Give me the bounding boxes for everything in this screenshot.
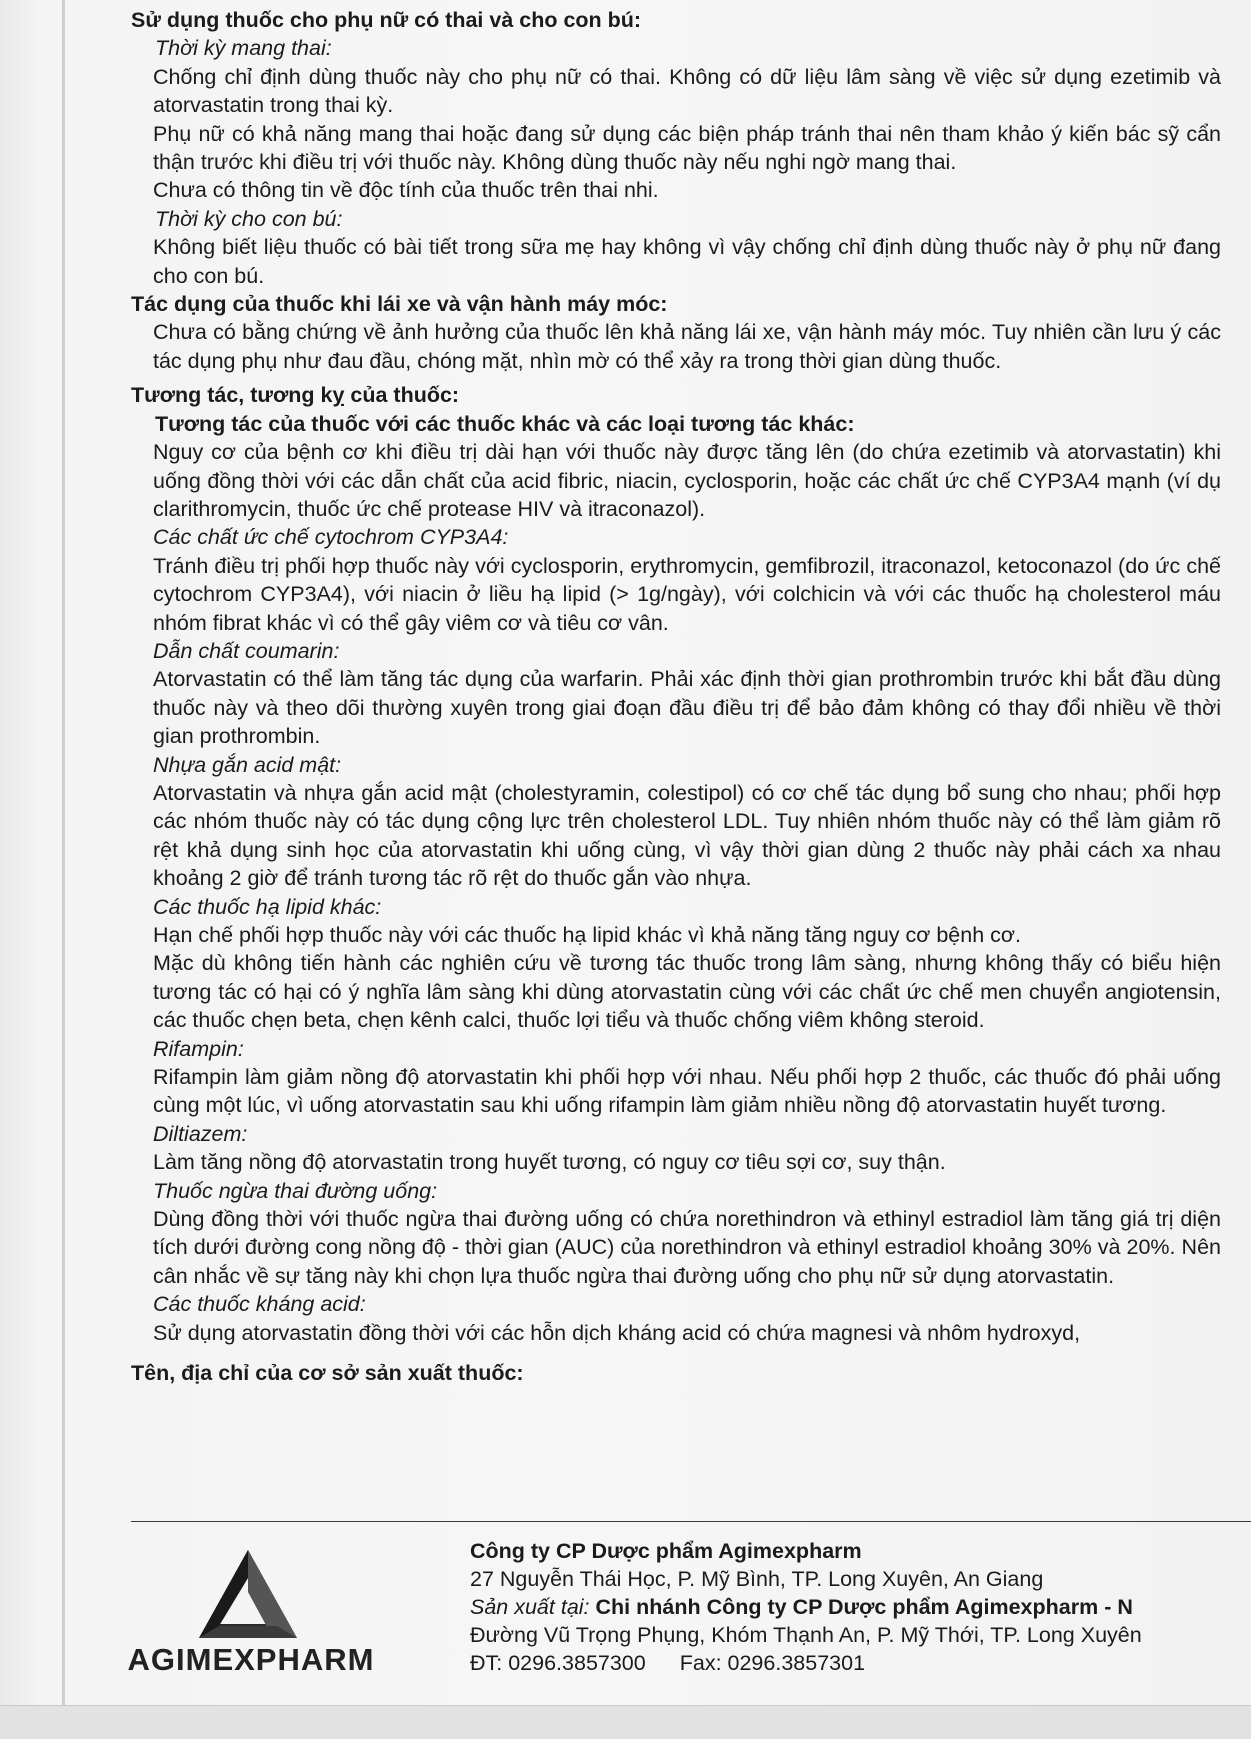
manufacturer-divider — [131, 1521, 1251, 1522]
antacid-label: Các thuốc kháng acid: — [153, 1292, 366, 1317]
cyp-label: Các chất ức chế cytochrom CYP3A4: — [153, 525, 509, 550]
contact-line — [470, 1649, 1251, 1677]
interactions-intro: Nguy cơ của bệnh cơ khi điều trị dài hạn với thuốc này được tăng lên (do chứa ezetimib và atorvastatin) khi uống đồng thời với các dẫn chất của acid fibric, niacin, cyclosporin, hoặc các chất ức chế CYP3A4 mạnh (ví dụ clarithromycin, thuốc ức chế protease HIV và itraconazol). — [153, 440, 1221, 521]
driving-heading: Tác dụng của thuốc khi lái xe và vận hành máy móc: — [131, 292, 668, 317]
leaflet-text — [131, 6, 1221, 1388]
logo-wordmark: AGIMEXPHARM — [127, 1642, 375, 1677]
resin-label: Nhựa gắn acid mật: — [153, 752, 342, 777]
resin-text: Atorvastatin và nhựa gắn acid mật (cholestyramin, colestipol) có cơ chế tác dụng bổ sung cho nhau; phối hợp các nhóm thuốc này có tác dụng cộng lực trên cholesterol LDL. Tuy nhiên nhóm thuốc này có thể làm giảm rõ rệt khả dụng sinh học của atorvastatin khi uống cùng, vì vậy thời gian dùng 2 thuốc này phải cách xa nhau khoảng 2 giờ để tránh tương tác rõ rệt do thuốc gắn vào nhựa. — [153, 780, 1221, 891]
antacid-text: Sử dụng atorvastatin đồng thời với các hỗn dịch kháng acid có chứa magnesi và nhôm hydroxyd, — [153, 1320, 1081, 1345]
driving-paragraph: Chưa có bằng chứng về ảnh hưởng của thuốc lên khả năng lái xe, vận hành máy móc. Tuy nhiên cần lưu ý các tác dụng phụ như đau đầu, chóng mặt, nhìn mờ có thể xảy ra trong thời gian dùng thuốc. — [153, 320, 1221, 373]
interactions-heading: Tương tác, tương kỵ của thuốc: — [131, 383, 460, 408]
fax: Fax: 0296.3857301 — [679, 1651, 866, 1675]
made-at-line — [470, 1593, 1251, 1621]
contraceptive-text: Dùng đồng thời với thuốc ngừa thai đường uống có chứa norethindron và ethinyl estradiol làm tăng giá trị diện tích dưới đường cong nồng độ - thời gian (AUC) của norethindron và ethinyl estradiol khoảng 30% và 20%. Nên cân nhắc về sự tăng này khi chọn lựa thuốc ngừa thai đường uống cho phụ nữ sử dụng atorvastatin. — [153, 1207, 1221, 1288]
diltiazem-text: Làm tăng nồng độ atorvastatin trong huyết tương, có nguy cơ tiêu sợi cơ, suy thận. — [153, 1150, 946, 1175]
lactation-label: Thời kỳ cho con bú: — [155, 206, 343, 231]
page-fold-shadow — [62, 0, 65, 1705]
company-name: Công ty CP Dược phẩm Agimexpharm — [470, 1539, 862, 1563]
lipid-label: Các thuốc hạ lipid khác: — [153, 894, 382, 919]
pregnancy-paragraph-3: Chưa có thông tin về độc tính của thuốc trên thai nhi. — [153, 178, 659, 203]
cyp-text: Tránh điều trị phối hợp thuốc này với cyclosporin, erythromycin, gemfibrozil, itraconazol, ketoconazol (do ức chế cytochrom CYP3A4), với niacin ở liều hạ lipid (> 1g/ngày), với colchicin và với các thuốc hạ cholesterol máu nhóm fibrat khác vì có thể gây viêm cơ và tiêu cơ vân. — [153, 553, 1221, 635]
lipid-text-2: Mặc dù không tiến hành các nghiên cứu về tương tác thuốc trong lâm sàng, nhưng không thấy có biểu hiện tương tác có hại có ý nghĩa lâm sàng khi dùng atorvastatin cùng với các chất ức chế men chuyển angiotensin, các thuốc chẹn beta, chẹn kênh calci, thuốc lợi tiểu và thuốc chống viêm không steroid. — [153, 951, 1221, 1033]
rifampin-label: Rifampin: — [153, 1036, 244, 1061]
pregnancy-label: Thời kỳ mang thai: — [155, 36, 332, 61]
made-at-label: Sản xuất tại: — [470, 1595, 590, 1619]
triangle-logo-icon — [197, 1548, 299, 1640]
pregnancy-paragraph-2: Phụ nữ có khả năng mang thai hoặc đang sử dụng các biện pháp tránh thai nên tham khảo ý kiến bác sỹ cẩn thận trước khi điều trị với thuốc này. Không dùng thuốc này nếu nghi ngờ mang thai. — [153, 121, 1221, 175]
interactions-subheading: Tương tác của thuốc với các thuốc khác và các loại tương tác khác: — [155, 411, 855, 436]
lactation-paragraph: Không biết liệu thuốc có bài tiết trong sữa mẹ hay không vì vậy chống chỉ định dùng thuốc này ở phụ nữ đang cho con bú. — [153, 235, 1221, 288]
pregnancy-paragraph-1: Chống chỉ định dùng thuốc này cho phụ nữ có thai. Không có dữ liệu lâm sàng về việc sử dụng ezetimib và atorvastatin trong thai kỳ. — [153, 64, 1221, 118]
coumarin-text: Atorvastatin có thể làm tăng tác dụng của warfarin. Phải xác định thời gian prothrombin trước khi bắt đầu dùng thuốc này và theo dõi thường xuyên trong giai đoạn đầu điều trị để bảo đảm không có thay đổi nhiều về thời gian prothrombin. — [153, 667, 1221, 749]
rifampin-text: Rifampin làm giảm nồng độ atorvastatin khi phối hợp với nhau. Nếu phối hợp 2 thuốc, các thuốc đó phải uống cùng một lúc, vì uống atorvastatin sau khi uống rifampin làm giảm nhiều nồng độ atorvastatin huyết tương. — [153, 1065, 1221, 1118]
factory-address: Đường Vũ Trọng Phụng, Khóm Thạnh An, P. Mỹ Thới, TP. Long Xuyên — [470, 1623, 1142, 1647]
pregnancy-heading: Sử dụng thuốc cho phụ nữ có thai và cho con bú: — [131, 8, 642, 32]
made-at-value: Chi nhánh Công ty CP Dược phẩm Agimexpharm - N — [595, 1595, 1133, 1619]
page-bottom-edge — [0, 1705, 1251, 1739]
agimexpharm-logo — [127, 1548, 375, 1678]
manufacturer-heading: Tên, địa chỉ của cơ sở sản xuất thuốc: — [131, 1361, 524, 1386]
diltiazem-label: Diltiazem: — [153, 1121, 248, 1146]
phone: ĐT: 0296.3857300 — [470, 1651, 646, 1675]
coumarin-label: Dẫn chất coumarin: — [153, 638, 340, 663]
contraceptive-label: Thuốc ngừa thai đường uống: — [153, 1178, 438, 1203]
manufacturer-info — [470, 1537, 1251, 1677]
lipid-text-1: Hạn chế phối hợp thuốc này với các thuốc hạ lipid khác vì khả năng tăng nguy cơ bệnh cơ. — [153, 923, 1021, 947]
company-address: 27 Nguyễn Thái Học, P. Mỹ Bình, TP. Long Xuyên, An Giang — [470, 1567, 1044, 1591]
